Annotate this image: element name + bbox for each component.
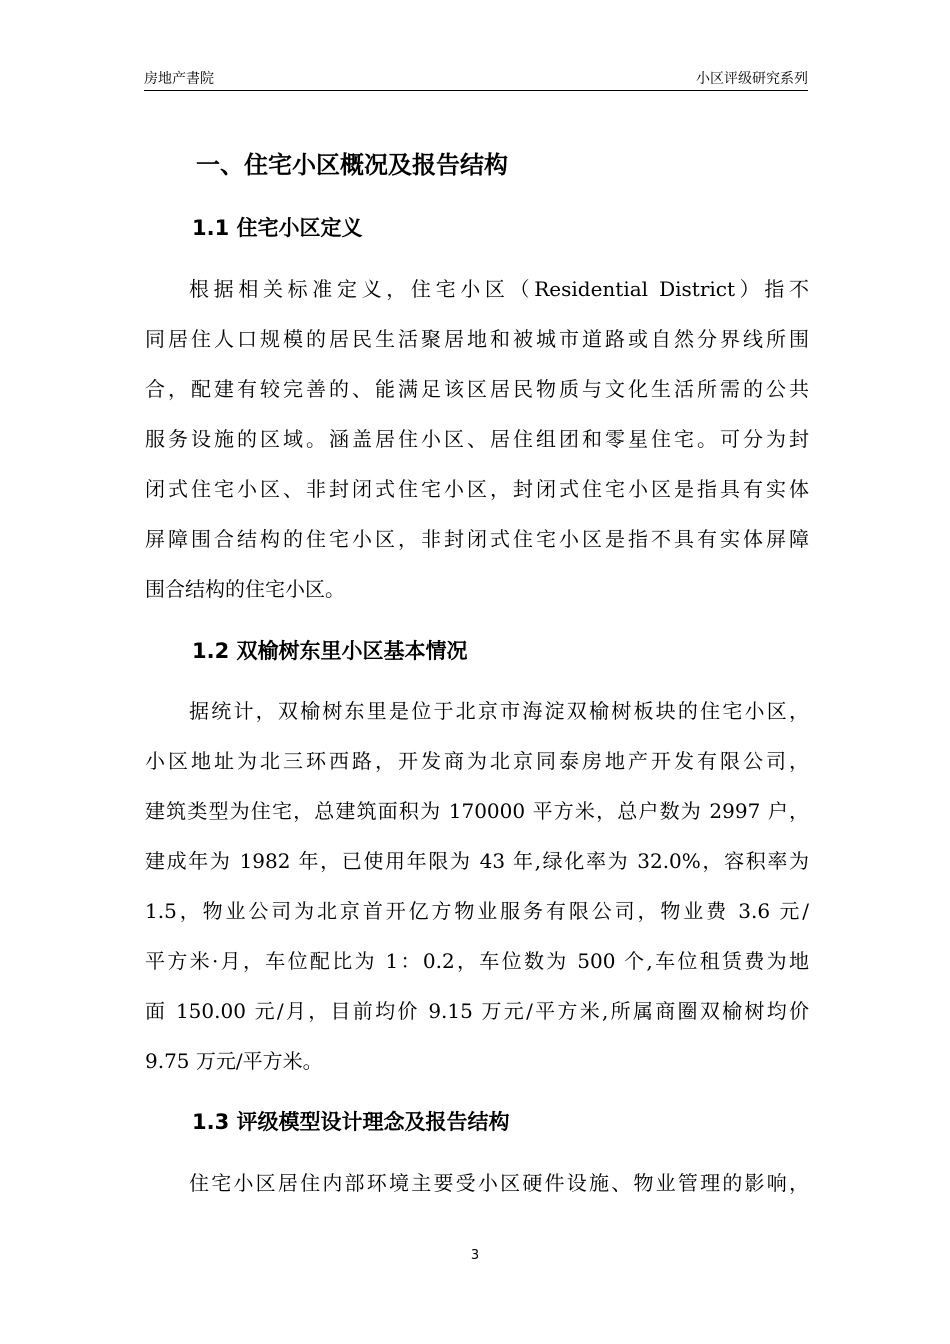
paragraph-line: 闭式住宅小区、非封闭式住宅小区，封闭式住宅小区是指具有实体 [145,477,809,501]
paragraph-line: 屏障围合结构的住宅小区，非封闭式住宅小区是指不具有实体屏障 [145,527,809,551]
header-left-text: 房地产書院 [144,71,214,87]
section-heading-1-3: 1.3 评级模型设计理念及报告结构 [192,1110,510,1134]
section-heading-1-1: 1.1 住宅小区定义 [192,216,363,240]
paragraph-line: 建筑类型为住宅，总建筑面积为 170000 平方米，总户数为 2997 户， [145,799,809,823]
section-heading-1-2: 1.2 双榆树东里小区基本情况 [192,639,468,663]
page-number: 3 [470,1248,480,1263]
paragraph-line: 建成年为 1982 年，已使用年限为 43 年,绿化率为 32.0%，容积率为 [145,849,809,873]
paragraph-line: 小区地址为北三环西路，开发商为北京同泰房地产开发有限公司， [145,749,809,773]
header-right-text: 小区评级研究系列 [696,71,808,87]
page-header [144,68,808,91]
paragraph-line: 根据相关标准定义，住宅小区（Residential District）指不 [189,277,809,301]
paragraph-line: 据统计，双榆树东里是位于北京市海淀双榆树板块的住宅小区， [189,699,809,723]
paragraph-line: 面 150.00 元/月，目前均价 9.15 万元/平方米,所属商圈双榆树均价 [145,999,809,1023]
chapter-title: 一、住宅小区概况及报告结构 [196,151,508,179]
paragraph-line: 围合结构的住宅小区。 [145,577,345,601]
paragraph-line: 平方米·月，车位配比为 1：0.2，车位数为 500 个,车位租赁费为地 [145,949,809,973]
paragraph-line: 住宅小区居住内部环境主要受小区硬件设施、物业管理的影响， [189,1171,809,1195]
paragraph-line: 9.75 万元/平方米。 [145,1049,323,1073]
paragraph-line: 合，配建有较完善的、能满足该区居民物质与文化生活所需的公共 [145,377,809,401]
paragraph-line: 1.5，物业公司为北京首开亿方物业服务有限公司，物业费 3.6 元/ [145,899,809,923]
paragraph-line: 服务设施的区域。涵盖居住小区、居住组团和零星住宅。可分为封 [145,427,809,451]
paragraph-line: 同居住人口规模的居民生活聚居地和被城市道路或自然分界线所围 [145,327,809,351]
